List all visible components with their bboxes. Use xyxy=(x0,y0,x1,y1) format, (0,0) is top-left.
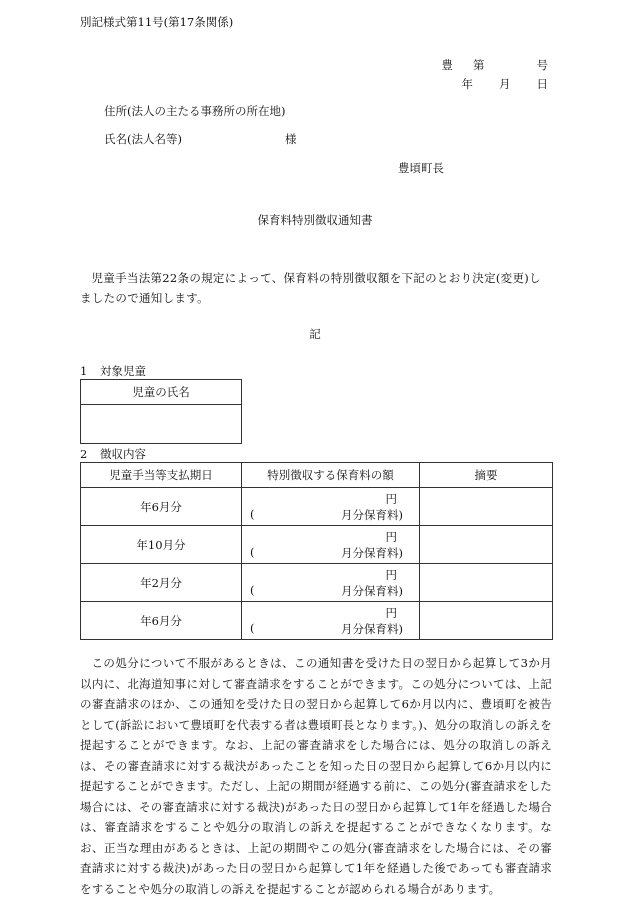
period-cell: 年10月分 xyxy=(81,526,242,564)
issue-date xyxy=(462,76,549,92)
doc-no-dai: 第 xyxy=(473,58,485,72)
table-row xyxy=(81,488,553,526)
section-1-number: 1 xyxy=(80,364,88,378)
amount-cell xyxy=(242,526,420,564)
paren-open: ( xyxy=(250,545,255,559)
yen-label: 円 xyxy=(385,606,397,620)
column-header-remarks: 摘要 xyxy=(420,463,553,488)
section-2-heading xyxy=(80,446,146,462)
column-header-amount: 特別徴収する保育料の額 xyxy=(242,463,420,488)
document-title: 保育料特別徴収通知書 xyxy=(257,213,373,227)
appeal-notice-paragraph: この処分について不服があるときは、この通知書を受けた日の翌日から起算して3か月以内に、北海道知事に対して審査請求をすることができます。この処分については、上記の審査請求のほか、この通知を受けた日の翌日から起算して6か月以内に、豊頃町を被告として(訴訟において豊頃町を代表する者は豊頃町長となります。)、処分の取消しの訴えを提起することができます。なお、上記の審査請求をした場合には、処分の取消しの訴えは、その審査請求に対する裁決があったことを知った日の翌日から起算して6か月以内に提起することができます。ただし、上記の期間が経過する前に、この処分(審査請求をした場合には、その審査請求に対する裁決)があった日の翌日から起算して1年を経過した場合は、審査請求をすることや処分の取消しの訴えを提起することができなくなります。なお、正当な理由があるときは、上記の期間やこの処分(審査請求をした場合には、その審査請求に対する裁決)があった日の翌日から起算して1年を経過した後であっても審査請求をすることや処分の取消しの訴えを提起することが認められる場合があります。 xyxy=(80,656,552,896)
date-month: 月 xyxy=(499,77,511,91)
document-number xyxy=(442,57,549,73)
paren-open: ( xyxy=(250,583,255,597)
section-2-number: 2 xyxy=(80,447,88,461)
child-name-cell xyxy=(81,405,242,444)
amount-cell xyxy=(242,602,420,640)
paren-open: ( xyxy=(250,621,255,635)
yen-label: 円 xyxy=(385,492,397,506)
column-header-period: 児童手当等支払期日 xyxy=(81,463,242,488)
date-day: 日 xyxy=(536,77,548,91)
recipient-name-row xyxy=(104,131,296,147)
remarks-cell xyxy=(420,526,553,564)
remarks-cell xyxy=(420,602,553,640)
amount-cell xyxy=(242,564,420,602)
intro-paragraph: 児童手当法第22条の規定によって、保育料の特別徴収額を下記のとおり決定(変更)しましたので通知します。 xyxy=(80,271,541,305)
paren-open: ( xyxy=(250,507,255,521)
ki-heading: 記 xyxy=(309,327,321,341)
month-note: 月分保育料) xyxy=(341,584,403,598)
remarks-cell xyxy=(420,564,553,602)
period-cell: 年2月分 xyxy=(81,564,242,602)
section-1-heading xyxy=(80,363,146,379)
doc-no-go: 号 xyxy=(536,58,548,72)
date-year: 年 xyxy=(461,77,473,91)
name-label: 氏名(法人名等) xyxy=(104,132,182,146)
table-row xyxy=(81,602,553,640)
doc-no-prefix: 豊 xyxy=(441,58,453,72)
form-number: 別記様式第11号(第17条関係) xyxy=(80,15,234,29)
month-note: 月分保育料) xyxy=(341,622,403,636)
period-cell: 年6月分 xyxy=(81,488,242,526)
table-row xyxy=(81,526,553,564)
section-1-title: 対象児童 xyxy=(100,364,146,378)
child-table xyxy=(80,379,242,444)
address-label: 住所(法人の主たる事務所の所在地) xyxy=(104,104,286,118)
child-name-header: 児童の氏名 xyxy=(81,380,242,405)
collection-table xyxy=(80,462,553,640)
yen-label: 円 xyxy=(385,568,397,582)
honorific: 様 xyxy=(284,132,297,146)
remarks-cell xyxy=(420,488,553,526)
yen-label: 円 xyxy=(385,530,397,544)
month-note: 月分保育料) xyxy=(341,508,403,522)
month-note: 月分保育料) xyxy=(341,546,403,560)
section-2-title: 徴収内容 xyxy=(100,447,146,461)
period-cell: 年6月分 xyxy=(81,602,242,640)
amount-cell xyxy=(242,488,420,526)
issuer: 豊頃町長 xyxy=(398,161,444,175)
table-row xyxy=(81,564,553,602)
